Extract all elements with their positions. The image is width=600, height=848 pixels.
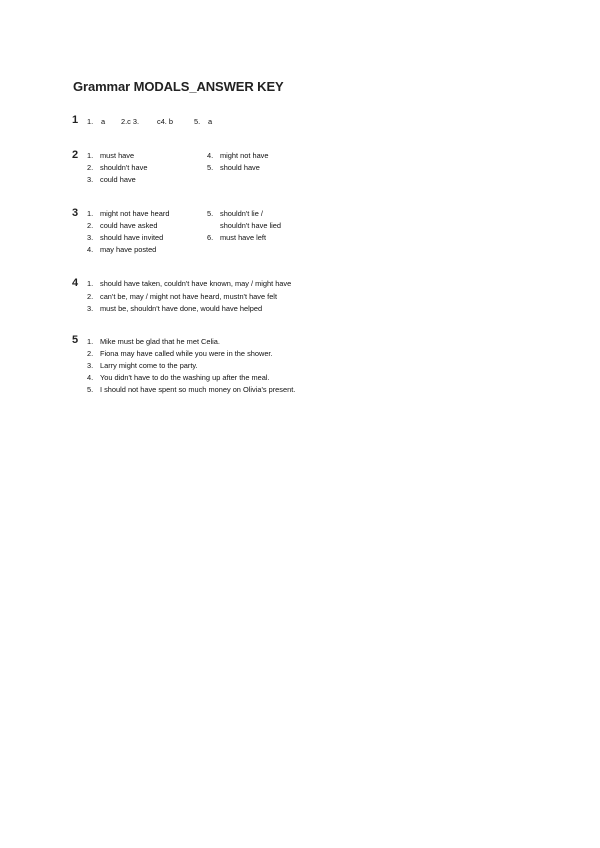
s1-item-1-number: 1. bbox=[87, 117, 94, 126]
list-item bbox=[87, 209, 169, 218]
item-answer: should have taken, couldn't have known, may / might have bbox=[100, 279, 292, 288]
section-5-number: 5 bbox=[72, 334, 79, 346]
item-answer: shouldn't have bbox=[100, 163, 148, 172]
item-answer: Mike must be glad that he met Celia. bbox=[100, 337, 220, 346]
item-number: 5. bbox=[207, 209, 214, 218]
item-answer: can't be, may / might not have heard, mustn't have felt bbox=[100, 292, 278, 301]
list-item bbox=[87, 385, 295, 394]
item-number: 3. bbox=[87, 361, 94, 370]
item-number: 3. bbox=[87, 175, 94, 184]
item-number: 5. bbox=[87, 385, 94, 394]
s1-item-2-number: 2.c 3. bbox=[121, 117, 140, 126]
item-answer: must be, shouldn't have done, would have helped bbox=[100, 304, 263, 313]
item-answer: You didn't have to do the washing up after the meal. bbox=[100, 373, 270, 382]
item-number: 5. bbox=[207, 163, 214, 172]
s1-item-5-answer: a bbox=[208, 117, 213, 126]
section-2-number: 2 bbox=[72, 149, 79, 161]
page-title: Grammar MODALS_ANSWER KEY bbox=[73, 79, 284, 94]
item-number: 2. bbox=[87, 221, 94, 230]
item-answer: must have bbox=[100, 151, 135, 160]
item-number: 4. bbox=[207, 151, 214, 160]
item-answer: shouldn't have lied bbox=[220, 221, 281, 230]
item-number: 3. bbox=[87, 304, 94, 313]
list-item bbox=[87, 292, 277, 301]
item-number: 4. bbox=[87, 245, 94, 254]
item-answer: could have asked bbox=[100, 221, 158, 230]
list-item bbox=[87, 245, 156, 254]
item-answer: I should not have spent so much money on Olivia's present. bbox=[100, 385, 296, 394]
item-answer: should have invited bbox=[100, 233, 164, 242]
list-item bbox=[87, 233, 163, 242]
item-number: 4. bbox=[87, 373, 94, 382]
item-answer: Fiona may have called while you were in the shower. bbox=[100, 349, 273, 358]
list-item bbox=[207, 151, 268, 160]
list-item bbox=[87, 337, 220, 346]
item-answer: must have left bbox=[220, 233, 267, 242]
item-number: 2. bbox=[87, 163, 94, 172]
item-number: 1. bbox=[87, 151, 94, 160]
list-item bbox=[87, 163, 147, 172]
item-answer: might not have bbox=[220, 151, 269, 160]
list-item bbox=[207, 221, 281, 230]
list-item bbox=[87, 151, 134, 160]
item-answer: might not have heard bbox=[100, 209, 170, 218]
item-number: 6. bbox=[207, 233, 214, 242]
list-item bbox=[87, 349, 273, 358]
list-item bbox=[87, 361, 198, 370]
item-number: 1. bbox=[87, 279, 94, 288]
list-item bbox=[87, 373, 270, 382]
s1-item-2-answer: c4. b bbox=[157, 117, 174, 126]
item-number: 2. bbox=[87, 292, 94, 301]
item-answer: Larry might come to the party. bbox=[100, 361, 198, 370]
item-number: 2. bbox=[87, 349, 94, 358]
section-1-number: 1 bbox=[72, 114, 79, 126]
s1-item-1-answer: a bbox=[101, 117, 106, 126]
item-number: 1. bbox=[87, 209, 94, 218]
item-answer: could have bbox=[100, 175, 136, 184]
section-4-number: 4 bbox=[72, 277, 79, 289]
s1-item-5-number: 5. bbox=[194, 117, 201, 126]
list-item bbox=[87, 279, 291, 288]
list-item bbox=[207, 233, 266, 242]
item-number: 3. bbox=[87, 233, 94, 242]
item-answer: shouldn't lie / bbox=[220, 209, 263, 218]
list-item bbox=[207, 163, 260, 172]
list-item bbox=[207, 209, 263, 218]
item-answer: should have bbox=[220, 163, 260, 172]
item-number: 1. bbox=[87, 337, 94, 346]
list-item bbox=[87, 304, 262, 313]
item-answer: may have posted bbox=[100, 245, 157, 254]
list-item bbox=[87, 221, 158, 230]
section-3-number: 3 bbox=[72, 207, 79, 219]
list-item bbox=[87, 175, 136, 184]
